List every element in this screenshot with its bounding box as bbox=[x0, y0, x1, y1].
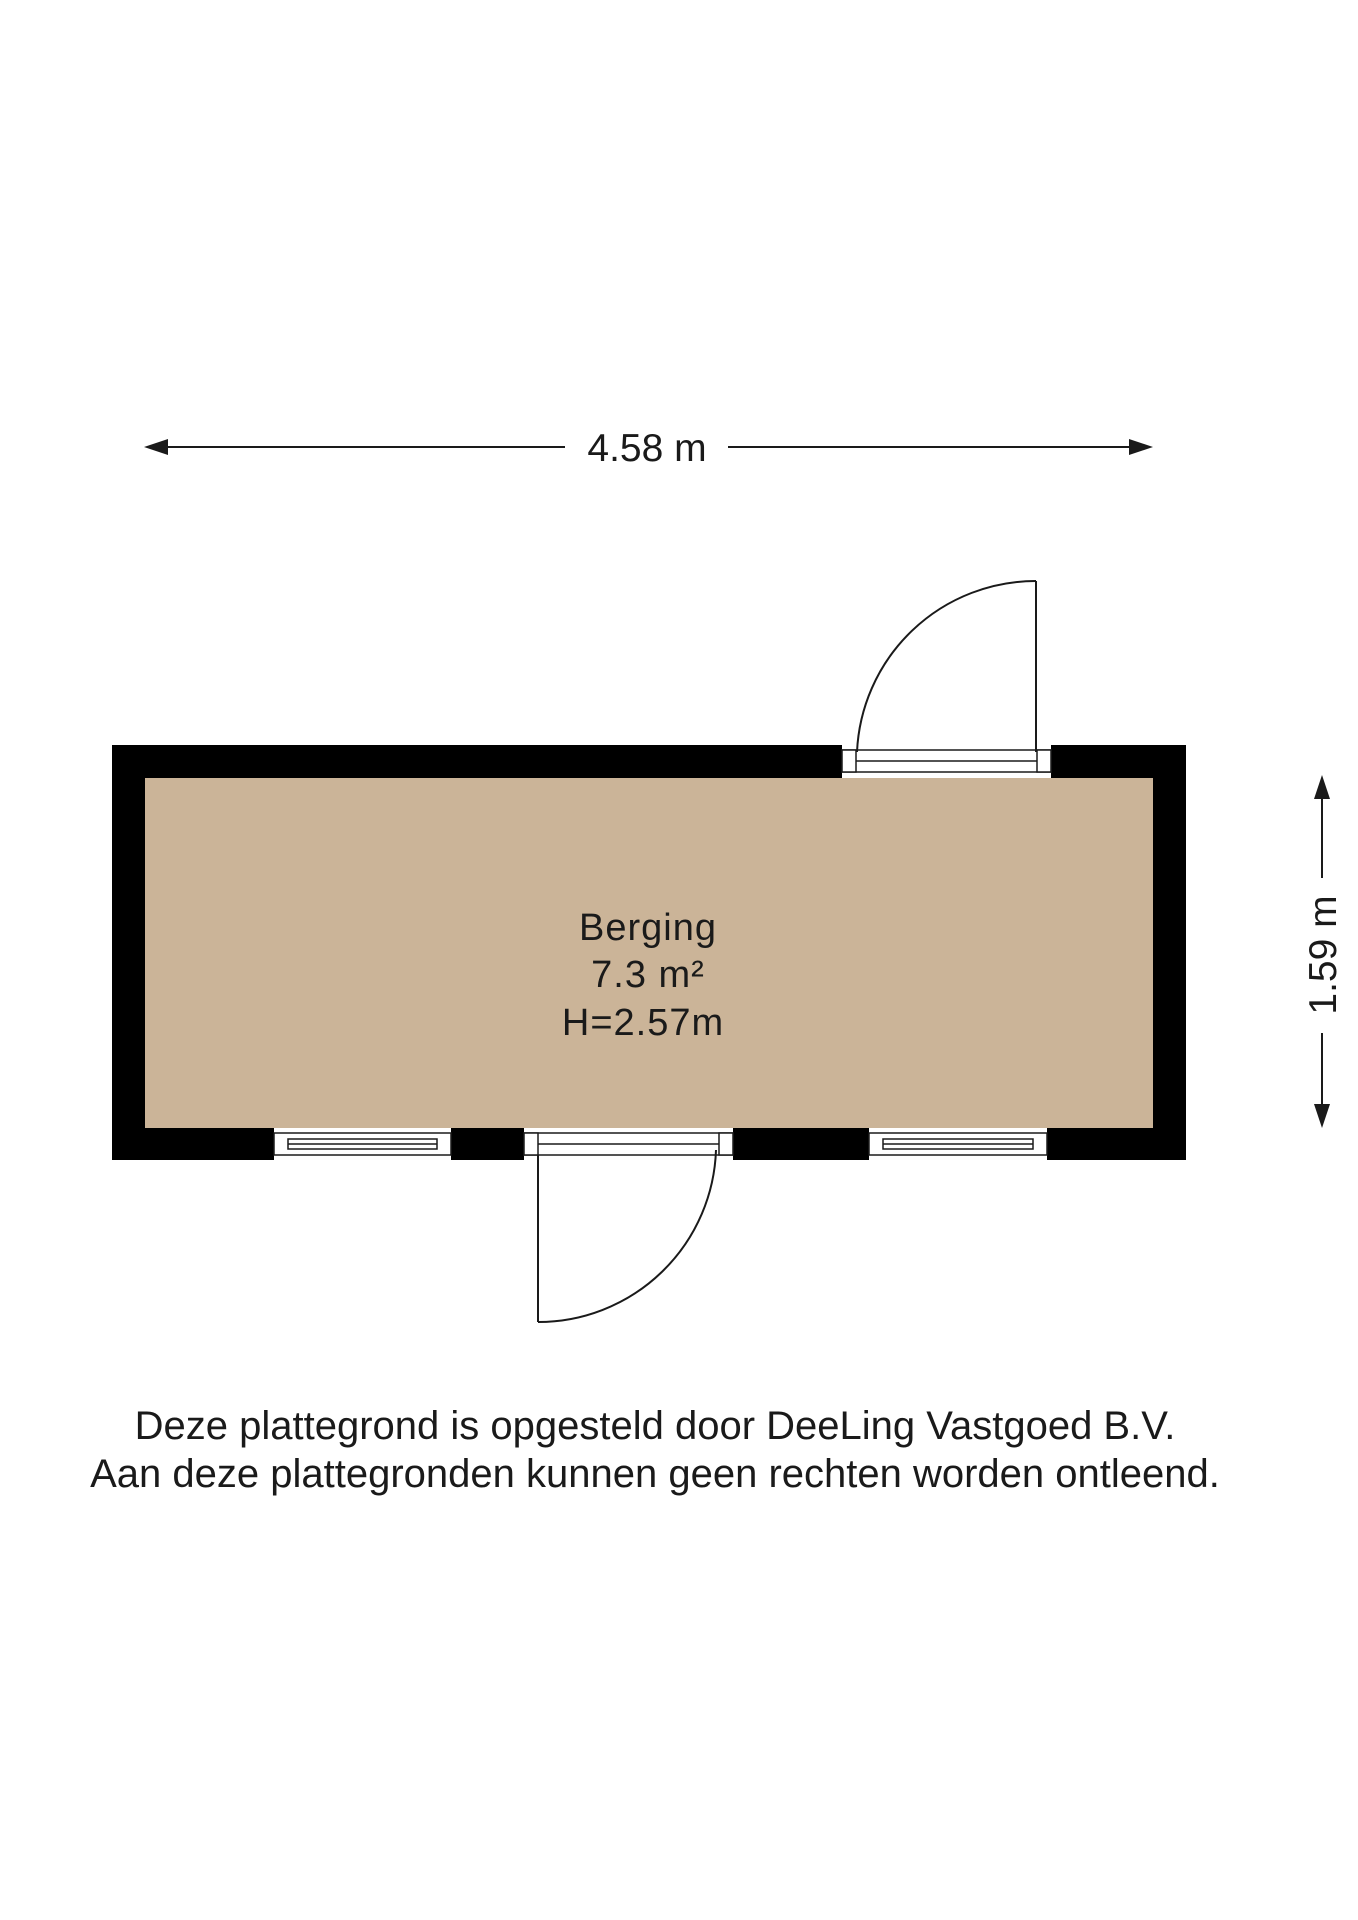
height-dimension-label: 1.59 m bbox=[1302, 895, 1345, 1015]
door-bottom-swing-arc bbox=[538, 1150, 716, 1322]
wall-top-right bbox=[1051, 745, 1186, 778]
door-bottom bbox=[524, 1133, 733, 1322]
room-name: Berging bbox=[579, 907, 717, 949]
height-dimension bbox=[1302, 775, 1345, 1128]
wall-bottom-1 bbox=[112, 1128, 274, 1160]
disclaimer-line-1: Deze plattegrond is opgesteld door DeeLing Vastgoed B.V. bbox=[134, 1404, 1176, 1448]
door-top bbox=[842, 581, 1051, 772]
window-bottom-left bbox=[274, 1133, 451, 1155]
door-bottom-jamb-right bbox=[719, 1133, 733, 1155]
wall-bottom-4 bbox=[1047, 1128, 1186, 1160]
room-ceiling-height: H=2.57m bbox=[561, 1002, 725, 1044]
room-area: 7.3 m² bbox=[591, 954, 705, 996]
wall-left bbox=[112, 745, 145, 1160]
height-arrow-down-icon bbox=[1314, 1104, 1330, 1128]
door-bottom-jamb-left bbox=[524, 1133, 538, 1155]
wall-right bbox=[1153, 745, 1186, 1160]
width-arrow-right-icon bbox=[1129, 439, 1153, 455]
width-dimension-label: 4.58 m bbox=[587, 427, 707, 470]
room-floor bbox=[145, 778, 1153, 1128]
width-arrow-left-icon bbox=[144, 439, 168, 455]
wall-bottom-2 bbox=[451, 1128, 524, 1160]
door-top-jamb-right bbox=[1037, 750, 1051, 772]
door-top-swing-arc bbox=[857, 581, 1036, 752]
wall-bottom-3 bbox=[733, 1128, 869, 1160]
window-bottom-right bbox=[869, 1133, 1047, 1155]
door-top-jamb-left bbox=[842, 750, 856, 772]
wall-top-left bbox=[112, 745, 842, 778]
disclaimer-line-2: Aan deze plattegronden kunnen geen rechten worden ontleend. bbox=[90, 1452, 1220, 1496]
width-dimension bbox=[144, 427, 1153, 470]
height-arrow-up-icon bbox=[1314, 775, 1330, 799]
